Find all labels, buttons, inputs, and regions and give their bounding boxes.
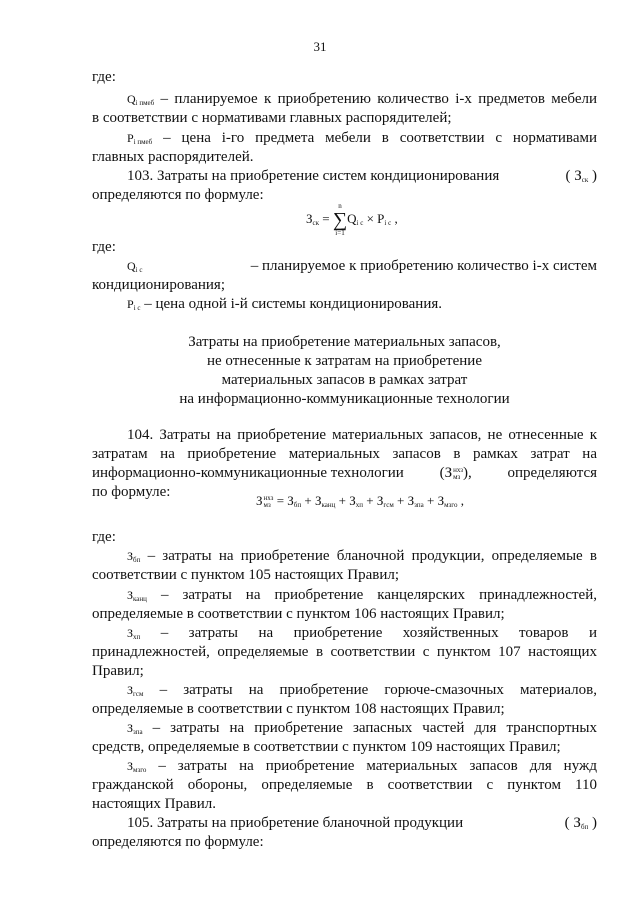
page-number: 31 xyxy=(313,39,327,54)
q-furniture-definition: $Q_{i пмеб}$ – планируемое к приобретению количество i-х предметов мебели xyxy=(127,90,597,113)
where-label-104: где: xyxy=(92,529,116,545)
z-bp-definition-cont: соответствии с пунктом 105 настоящих Правил; xyxy=(92,567,400,583)
formula-air-conditioning: $З_{ск}$ = n ∑ i=1 $Q_{i с} \times P_{i с}$ , xyxy=(306,202,398,237)
where-label-103: где: xyxy=(92,239,116,255)
z-mzgo-definition-cont2: настоящих Правил. xyxy=(92,796,216,812)
z-bp-definition: $З_{бп}$ – затраты на приобретение бланочной продукции, определяемые в xyxy=(127,548,598,564)
paragraph-104-line1: 104. Затраты на приобретение материальных запасов, не отнесенные к xyxy=(127,427,597,443)
z-sk-paren: ( $З_{ск}$ ) xyxy=(565,168,597,184)
paragraph-105-line2: определяются по формуле: xyxy=(92,834,264,850)
z-mzgo-definition-cont: гражданской обороны, определяемые в соответствии с пунктом 110 xyxy=(92,777,597,793)
q-furniture-definition-cont: в соответствии с нормативами главных распорядителей; xyxy=(92,110,452,126)
z-kanc-definition: $З_{канц}$ – затраты на приобретение канцелярских принадлежностей, xyxy=(127,587,597,603)
z-mz-paren: (З нхз мз ), xyxy=(439,465,472,481)
z-gsm-definition-cont: определяемые в соответствии с пунктом 108 настоящих Правил; xyxy=(92,701,505,717)
paragraph-105-line1: 105. Затраты на приобретение бланочной продукции ( $З_{бп}$ ) xyxy=(127,814,597,837)
p-ac-symbol: $P_{i с}$ xyxy=(127,297,141,312)
z-zpa-definition-cont: средств, определяемые в соответствии с пунктом 109 настоящих Правил; xyxy=(92,739,561,755)
q-ac-symbol: $Q_{i с}$ xyxy=(127,259,143,274)
p-furniture-definition: $P_{i пмеб}$ – цена i-го предмета мебели в соответствии с нормативами xyxy=(127,129,597,152)
q-ac-definition-cont: кондиционирования; xyxy=(92,277,225,293)
section-heading-line2: не отнесенные к затратам на приобретение xyxy=(207,353,482,369)
paragraph-104-line2: затратам на приобретение материальных запасов в рамках затрат на xyxy=(92,446,597,462)
z-kanc-definition-cont: определяемые в соответствии с пунктом 106 настоящих Правил; xyxy=(92,606,505,622)
p-ac-definition: $P_{i с}$ – цена одной i-й системы кондиционирования. xyxy=(127,295,597,318)
paragraph-103-line1: 103. Затраты на приобретение систем кондиционирования ( $З_{ск}$ ) xyxy=(127,167,597,190)
section-heading-line4: на информационно-коммуникационные технологии xyxy=(179,391,510,407)
z-mzgo-definition: $З_{мзго}$ – затраты на приобретение материальных запасов для нужд xyxy=(127,758,597,774)
z-hp-definition-cont2: Правил; xyxy=(92,663,144,679)
z-bp-paren: ( $З_{бп}$ ) xyxy=(564,815,597,831)
section-heading-line3: материальных запасов в рамках затрат xyxy=(221,372,468,388)
q-ac-definition: $Q_{i с}$ – планируемое к приобретению количество i-х систем xyxy=(127,257,597,280)
z-hp-definition-cont: принадлежностей, определяемые в соответствии с пунктом 107 настоящих xyxy=(92,644,597,660)
formula-material-supplies: З нхз мз = $З_{бп} + З_{канц} + З_{хп} + З_{гсм} + З_{зпа} + З_{мзго}$ , xyxy=(256,493,465,510)
paragraph-103-line2: определяются по формуле: xyxy=(92,187,264,203)
p-furniture-definition-cont: главных распорядителей. xyxy=(92,149,254,165)
paragraph-104-line3: информационно-коммуникационные технологии (З нхз мз ), определяются xyxy=(92,465,597,481)
z-gsm-definition: $З_{гсм}$ – затраты на приобретение горюче-смазочных материалов, xyxy=(127,682,597,698)
where-label: где: xyxy=(92,69,116,85)
q-furniture-symbol: $Q_{i пмеб}$ xyxy=(127,92,155,107)
paragraph-104-line4: по формуле: xyxy=(92,484,171,500)
p-furniture-symbol: $P_{i пмеб}$ xyxy=(127,131,153,146)
z-hp-definition: $З_{хп}$ – затраты на приобретение хозяйственных товаров и xyxy=(127,625,597,641)
section-heading-line1: Затраты на приобретение материальных запасов, xyxy=(188,334,501,350)
z-zpa-definition: $З_{зпа}$ – затраты на приобретение запасных частей для транспортных xyxy=(127,720,598,736)
